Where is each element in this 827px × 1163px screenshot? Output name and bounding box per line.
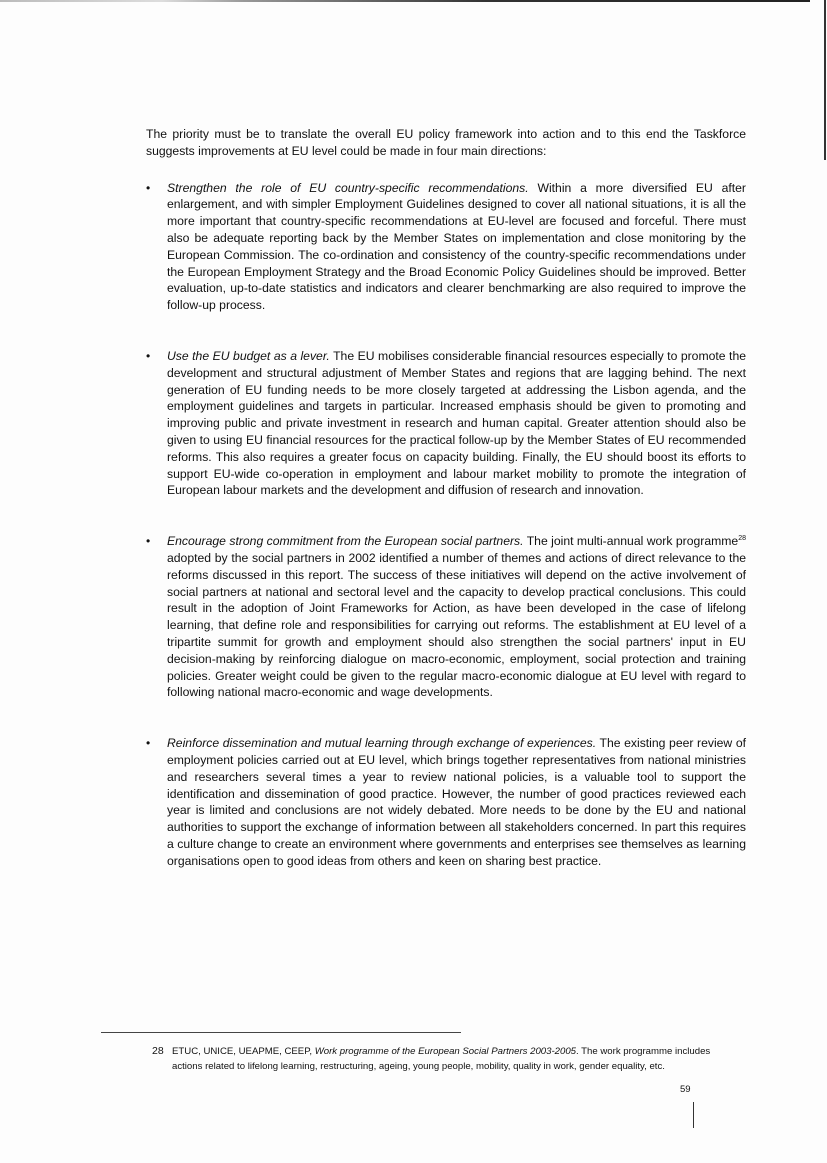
bullet-lead: Encourage strong commitment from the European social partners. bbox=[167, 534, 524, 549]
bullet-text: The EU mobilises considerable financial resources especially to promote the development and structural adjustment of Member States and regions that are lagging behind. The next generation of EU funding needs to be more closely targeted at addressing the Lisbon agenda, and the employment guidelines and targets in particular. Increased emphasis should be given to promoting and improving public and private investment in research and human capital. Greater attention should also be given to using EU financial resources for the practical follow-up by the Member States of EU recommended reforms. This also requires a greater focus on capacity building. Finally, the EU should boost its efforts to support EU-wide co-operation in employment and labour market mobility to promote the integration of European labour markets and the development and diffusion of research and innovation. bbox=[167, 348, 746, 498]
bullet-icon: • bbox=[146, 534, 151, 549]
list-item bbox=[146, 533, 746, 701]
list-item bbox=[146, 348, 746, 499]
footnote-prefix: ETUC, UNICE, UEAPME, CEEP, bbox=[172, 1046, 315, 1057]
bullet-text-before-ref: The joint multi-annual work programme bbox=[523, 534, 739, 549]
bullet-text: adopted by the social partners in 2002 identified a number of themes and actions of direct relevance to the reforms discussed in this report. The success of these initiatives will depend on the active involvement of social partners at national and sectoral level and the capacity to develop practical conclusions. This could result in the adoption of Joint Frameworks for Action, as have been developed in the case of lifelong learning, that define role and responsibilities for carrying out reforms. The establishment at EU level of a tripartite summit for growth and employment should also strengthen the social partners' input in EU decision-making by reinforcing dialogue on macro-economic, employment, social protection and training policies. Greater weight could be given to the regular macro-economic dialogue at EU level with regard to following national macro-economic and wage developments. bbox=[167, 550, 746, 700]
footnote-suffix: . The work programme includes bbox=[576, 1046, 711, 1057]
list-item bbox=[146, 735, 746, 869]
footnote-reference[interactable]: 28 bbox=[738, 535, 746, 543]
footnote-line-2: actions related to lifelong learning, restructuring, ageing, young people, mobility, quality in work, gender equality, etc. bbox=[172, 1061, 665, 1072]
bullet-text: Within a more diversified EU after enlargement, and with simpler Employment Guidelines designed to cover all national situations, it is all the more important that country-specific recommendations at EU-level are focused and forceful. There must also be adequate reporting back by the Member States on implementation and close monitoring by the European Commission. The co-ordination and consistency of the country-specific recommendations under the European Employment Strategy and the Broad Economic Policy Guidelines should be improved. Better evaluation, up-to-date statistics and indicators and clearer benchmarking are also required to improve the follow-up process. bbox=[167, 180, 746, 313]
bullet-lead: Use the EU budget as a lever. bbox=[167, 348, 330, 363]
footnote-title: Work programme of the European Social Partners 2003-2005 bbox=[314, 1046, 577, 1057]
bullet-icon: • bbox=[146, 736, 151, 751]
footnote bbox=[152, 1044, 752, 1074]
footnote-separator bbox=[101, 1032, 461, 1033]
list-item bbox=[146, 180, 746, 314]
top-edge-rule bbox=[0, 0, 810, 2]
bullet-icon: • bbox=[146, 348, 151, 363]
bullet-lead: Reinforce dissemination and mutual learning through exchange of experiences. bbox=[167, 736, 597, 751]
recommendation-list bbox=[146, 180, 746, 870]
page-number: 59 bbox=[680, 1084, 691, 1095]
margin-mark bbox=[693, 1102, 694, 1128]
intro-paragraph: The priority must be to translate the overall EU policy framework into action and to this end the Taskforce suggests improvements at EU level could be made in four main directions: bbox=[146, 127, 746, 158]
bullet-lead: Strengthen the role of EU country-specific recommendations. bbox=[167, 180, 529, 195]
right-edge-rule bbox=[824, 0, 826, 160]
footnote-number: 28 bbox=[152, 1045, 164, 1057]
footnote-line-1 bbox=[152, 1044, 752, 1059]
bullet-text: The existing peer review of employment policies carried out at EU level, which brings together representatives from national ministries and researchers several times a year to review national policies, is a valuable tool to support the identification and dissemination of good practice. However, the number of good practices reviewed each year is limited and conclusions are not widely debated. More needs to be done by the EU and national authorities to support the exchange of information between all stakeholders concerned. In part this requires a culture change to create an environment where governments and enterprises see themselves as learning organisations open to good ideas from others and keen on sharing best practice. bbox=[167, 736, 746, 868]
bullet-icon: • bbox=[146, 180, 151, 195]
main-content bbox=[146, 126, 746, 869]
